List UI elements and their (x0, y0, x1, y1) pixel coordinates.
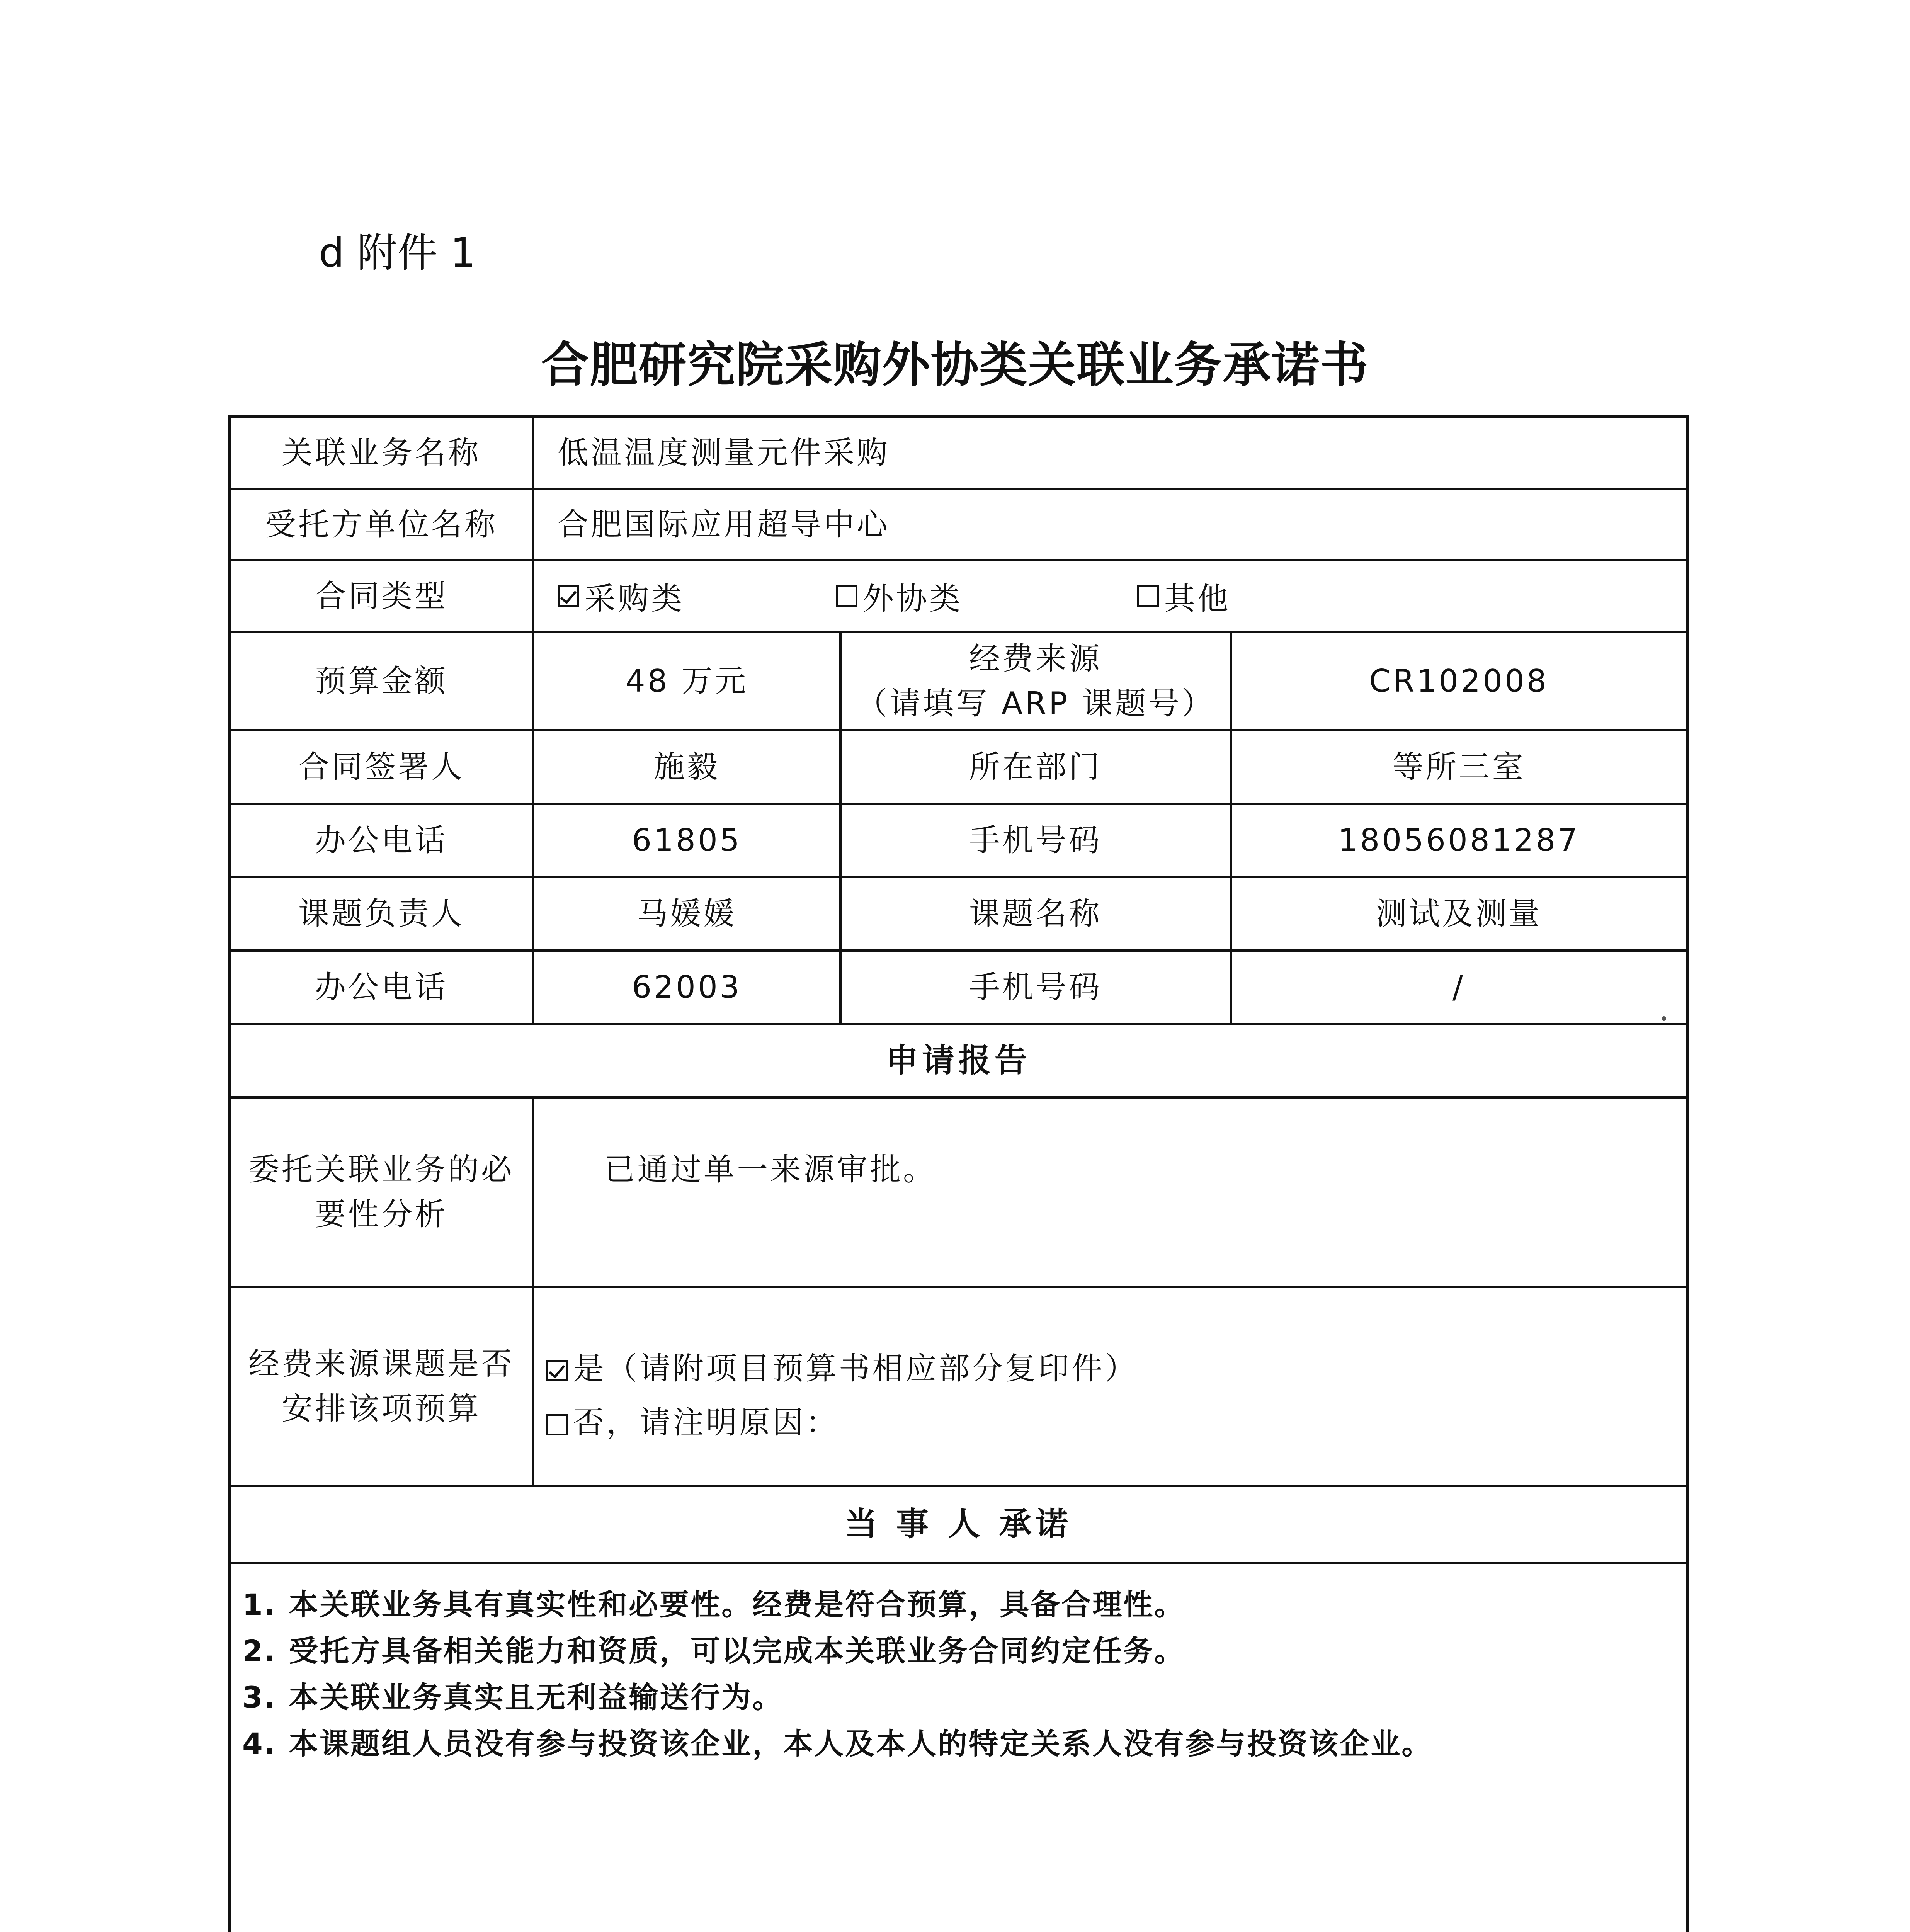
fund-source-label-line2: （请填写 ARP 课题号） (856, 685, 1215, 721)
scan-speck (1662, 1016, 1666, 1021)
necessity-label-line1: 委托关联业务的必 (248, 1151, 514, 1187)
row-divider (231, 1562, 1686, 1564)
column-divider (532, 1096, 534, 1485)
office-phone-value: 62003 (632, 969, 742, 1005)
office-phone-value: 61805 (632, 822, 742, 858)
fund-source-label (842, 633, 1230, 729)
contract-type-options (534, 561, 1686, 631)
checkbox-icon (1137, 585, 1159, 607)
commitment-item: 2. 受托方具备相关能力和资质，可以完成本关联业务合同约定任务。 (242, 1634, 1185, 1668)
mobile-value: 18056081287 (1338, 822, 1580, 858)
business-name-label: 关联业务名称 (282, 435, 481, 471)
office-phone-label: 办公电话 (315, 822, 448, 858)
fund-source-label-line1: 经费来源 (969, 640, 1102, 677)
commitment-item: 3. 本关联业务真实且无利益输送行为。 (242, 1680, 784, 1714)
document-title: 合肥研究院采购外协类关联业务承诺书 (541, 337, 1369, 393)
option-label: 采购类 (585, 581, 684, 617)
department-label: 所在部门 (969, 749, 1102, 785)
checkbox-icon (546, 1414, 568, 1435)
pi-label: 课题负责人 (298, 896, 464, 932)
option-label: 外协类 (863, 581, 963, 617)
fund-source-value: CR102008 (1369, 663, 1549, 699)
necessity-label-line2: 要性分析 (315, 1196, 448, 1232)
commitment-item: 1. 本关联业务具有真实性和必要性。经费是符合预算，具备合理性。 (242, 1587, 1185, 1622)
budget-arranged-label (231, 1288, 532, 1485)
commitment-section-title: 当 事 人 承诺 (845, 1505, 1072, 1543)
budget-label: 预算金额 (315, 663, 448, 699)
attachment-label: d 附件 1 (319, 229, 476, 276)
business-name-value: 低温温度测量元件采购 (558, 435, 890, 471)
office-phone-label: 办公电话 (315, 969, 448, 1005)
budget-arranged-label-line2: 安排该项预算 (282, 1390, 481, 1427)
contract-type-option-other[interactable] (1137, 561, 1231, 631)
checkbox-icon (836, 585, 857, 607)
budget-arranged-label-line1: 经费来源课题是否 (248, 1345, 514, 1382)
commitment-form (228, 415, 1689, 1932)
checked-box-icon (558, 585, 579, 607)
signer-value: 施毅 (653, 749, 720, 785)
yes-label: 是（请附项目预算书相应部分复印件） (573, 1350, 1138, 1386)
signer-label: 合同签署人 (298, 749, 464, 785)
department-value: 等所三室 (1392, 749, 1526, 785)
contract-type-option-outsourcing[interactable] (836, 561, 963, 631)
budget-value: 48 万元 (625, 663, 748, 699)
mobile-label: 手机号码 (969, 822, 1102, 858)
mobile-label: 手机号码 (969, 969, 1102, 1005)
option-label: 其他 (1164, 581, 1231, 617)
checked-box-icon (546, 1360, 568, 1381)
mobile-value: / (1452, 969, 1465, 1005)
commitment-item: 4. 本课题组人员没有参与投资该企业，本人及本人的特定关系人没有参与投资该企业。 (242, 1726, 1433, 1761)
trustee-value: 合肥国际应用超导中心 (558, 506, 890, 543)
budget-arranged-yes[interactable] (546, 1344, 1138, 1388)
contract-type-option-purchase[interactable] (558, 561, 684, 631)
no-label: 否，请注明原因： (573, 1405, 839, 1440)
necessity-label (231, 1099, 532, 1286)
application-section-title: 申请报告 (885, 1041, 1031, 1080)
trustee-label: 受托方单位名称 (265, 506, 498, 543)
project-name-value: 测试及测量 (1376, 896, 1542, 932)
pi-value: 马媛媛 (637, 896, 737, 932)
contract-type-label: 合同类型 (315, 578, 448, 614)
budget-arranged-no[interactable] (546, 1398, 839, 1442)
project-name-label: 课题名称 (969, 896, 1102, 932)
necessity-value: 已通过单一来源审批。 (604, 1151, 936, 1187)
